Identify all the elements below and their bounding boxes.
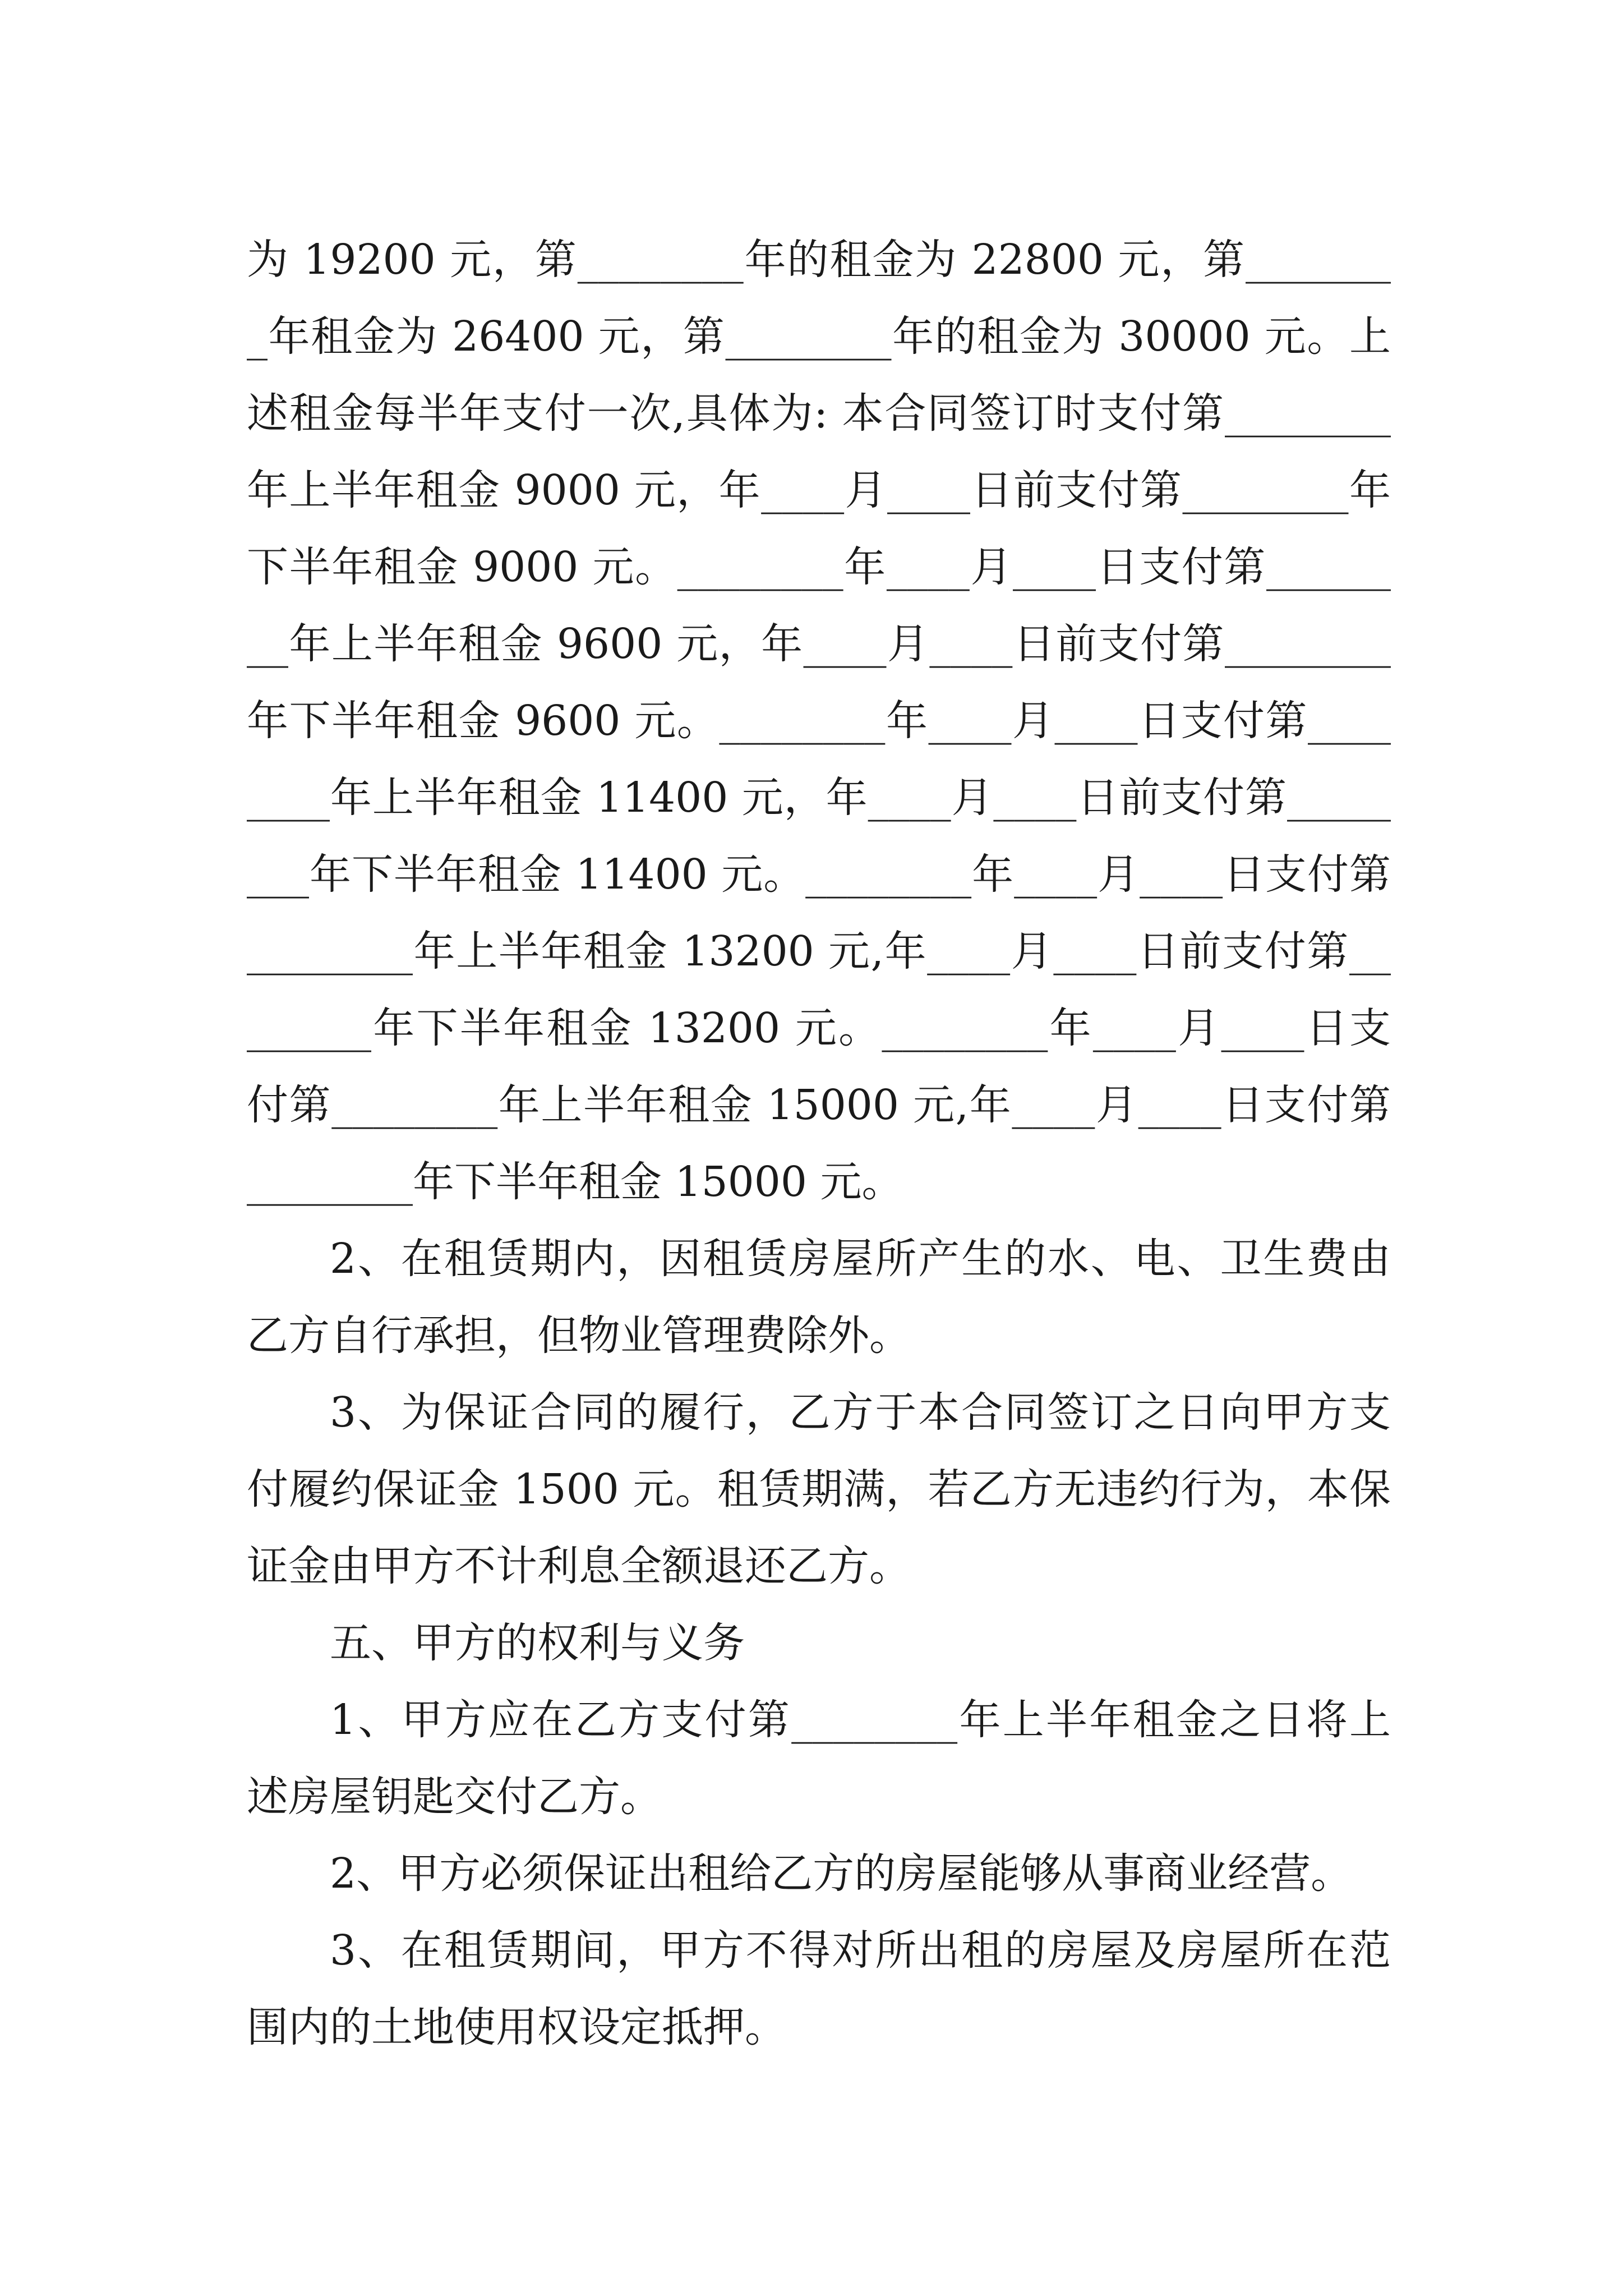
utilities-clause-paragraph: 2、在租赁期内，因租赁房屋所产生的水、电、卫生费由乙方自行承担，但物业管理费除外。 bbox=[247, 1235, 1391, 1360]
deposit-clause-paragraph: 3、为保证合同的履行，乙方于本合同签订之日向甲方支付履约保证金 1500 元。租赁期满，若乙方无违约行为，本保证金由甲方不计利息全额退还乙方。 bbox=[247, 1388, 1391, 1590]
mortgage-restriction-clause-paragraph: 3、在租赁期间，甲方不得对所出租的房屋及房屋所在范围内的土地使用权设定抵押。 bbox=[247, 1926, 1391, 2051]
commercial-use-clause-paragraph: 2、甲方必须保证出租给乙方的房屋能够从事商业经营。 bbox=[330, 1849, 1353, 1898]
document-body bbox=[247, 222, 1391, 2066]
key-handover-clause-paragraph: 1、甲方应在乙方支付第________年上半年租金之日将上述房屋钥匙交付乙方。 bbox=[247, 1696, 1391, 1821]
rent-payment-schedule-paragraph: 为 19200 元，第________年的租金为 22800 元，第________年租金为 26400 元，第________年的租金为 30000 元。上述租金每半年支付一次,具体为: 本合同签订时支付第________年上半年租金 9000 元，年____月____日前支付第________年下半年租金 9000 元。________年____月____日支付第________年上半年租金 9600 元，年____月____日前支付第________年下半年租金 9600 元。________年____月____日支付第________年上半年租金 11400 元，年____月____日前支付第________年下半年租金 11400 元。________年____月____日支付第________年上半年租金 13200 元,年____月____日前支付第________年下半年租金 13200 元。________年____月____日支付第________年上半年租金 15000 元,年____月____日支付第________年下半年租金 15000 元。 bbox=[247, 236, 1391, 1206]
section-heading-lessor-rights: 五、甲方的权利与义务 bbox=[330, 1619, 745, 1667]
